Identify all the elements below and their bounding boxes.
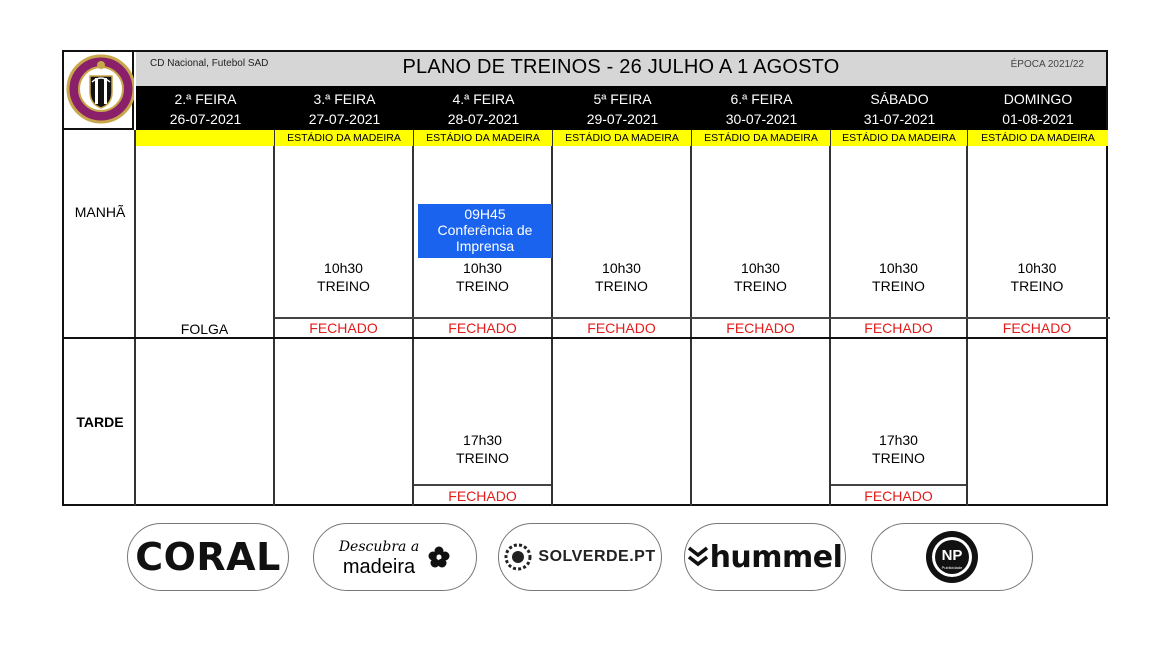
closed-separator xyxy=(414,484,551,486)
day-header-saturday: SÁBADO 31-07-2021 xyxy=(863,91,936,127)
sponsor-solverde xyxy=(498,523,662,591)
madeira-name: madeira xyxy=(342,556,416,578)
day-header-monday: 2.ª FEIRA 26-07-2021 xyxy=(169,91,242,127)
morning-session-wednesday: 10h30 TREINO xyxy=(456,260,509,294)
closed-separator xyxy=(275,317,1110,319)
column-divider xyxy=(134,130,136,506)
venue-saturday: ESTÁDIO DA MADEIRA xyxy=(831,130,968,146)
status-closed-saturday-afternoon: FECHADO xyxy=(864,488,933,504)
page-title: PLANO DE TREINOS - 26 JULHO A 1 AGOSTO xyxy=(402,56,840,78)
status-closed-tuesday: FECHADO xyxy=(309,320,378,336)
venue-tuesday: ESTÁDIO DA MADEIRA xyxy=(275,130,414,146)
day-header-thursday: 5ª FEIRA 29-07-2021 xyxy=(586,91,659,127)
venue-thursday: ESTÁDIO DA MADEIRA xyxy=(553,130,692,146)
press-conference-block: 09H45 Conferência de Imprensa xyxy=(418,204,552,258)
day-header-row xyxy=(136,86,1106,130)
training-plan-sheet xyxy=(62,50,1108,506)
np-caption: Publicidade xyxy=(941,565,963,570)
morning-session-tuesday: 10h30 TREINO xyxy=(317,260,370,294)
solverde-logo: SOLVERDE.PT xyxy=(538,548,656,565)
chevron-icon xyxy=(688,546,708,568)
sponsor-hummel xyxy=(684,523,846,591)
sponsor-np xyxy=(871,523,1033,591)
venue-friday: ESTÁDIO DA MADEIRA xyxy=(692,130,831,146)
venue-row xyxy=(136,130,1106,146)
day-header-tuesday: 3.ª FEIRA 27-07-2021 xyxy=(308,91,381,127)
day-header-wednesday: 4.ª FEIRA 28-07-2021 xyxy=(447,91,520,127)
club-name: CD Nacional, Futebol SAD xyxy=(150,58,269,69)
sponsor-coral xyxy=(127,523,289,591)
venue-wednesday: ESTÁDIO DA MADEIRA xyxy=(414,130,553,146)
status-closed-wednesday-afternoon: FECHADO xyxy=(448,488,517,504)
status-closed-sunday: FECHADO xyxy=(1002,320,1072,336)
afternoon-session-wednesday: 17h30 TREINO xyxy=(456,432,509,466)
club-crest-icon xyxy=(66,52,134,127)
morning-session-saturday: 10h30 TREINO xyxy=(872,260,925,294)
madeira-tagline: Descubra a xyxy=(338,539,420,555)
afternoon-label: TARDE xyxy=(76,414,124,430)
status-closed-saturday: FECHADO xyxy=(864,320,933,336)
status-closed-wednesday: FECHADO xyxy=(448,320,517,336)
np-mark: NP xyxy=(941,547,963,564)
sun-icon xyxy=(504,543,532,571)
status-closed-friday: FECHADO xyxy=(726,320,795,336)
coral-logo: CORAL xyxy=(135,535,281,579)
season-label: ÉPOCA 2021/22 xyxy=(1010,59,1084,70)
monday-rest-day: FOLGA xyxy=(180,321,229,337)
morning-session-friday: 10h30 TREINO xyxy=(734,260,787,294)
closed-separator xyxy=(831,484,966,486)
afternoon-session-saturday: 17h30 TREINO xyxy=(872,432,925,466)
sponsor-madeira xyxy=(313,523,477,591)
venue-monday xyxy=(136,130,275,146)
status-closed-thursday: FECHADO xyxy=(587,320,656,336)
morning-session-thursday: 10h30 TREINO xyxy=(595,260,648,294)
morning-label: MANHÃ xyxy=(74,204,126,220)
header-bar xyxy=(136,52,1106,86)
day-header-friday: 6.ª FEIRA 30-07-2021 xyxy=(725,91,798,127)
day-header-sunday: DOMINGO 01-08-2021 xyxy=(1002,91,1074,127)
np-publicidade-logo xyxy=(924,529,980,585)
flower-icon xyxy=(427,545,451,569)
venue-sunday: ESTÁDIO DA MADEIRA xyxy=(968,130,1108,146)
hummel-logo: hummel xyxy=(709,539,843,575)
morning-session-sunday: 10h30 TREINO xyxy=(1010,260,1064,294)
